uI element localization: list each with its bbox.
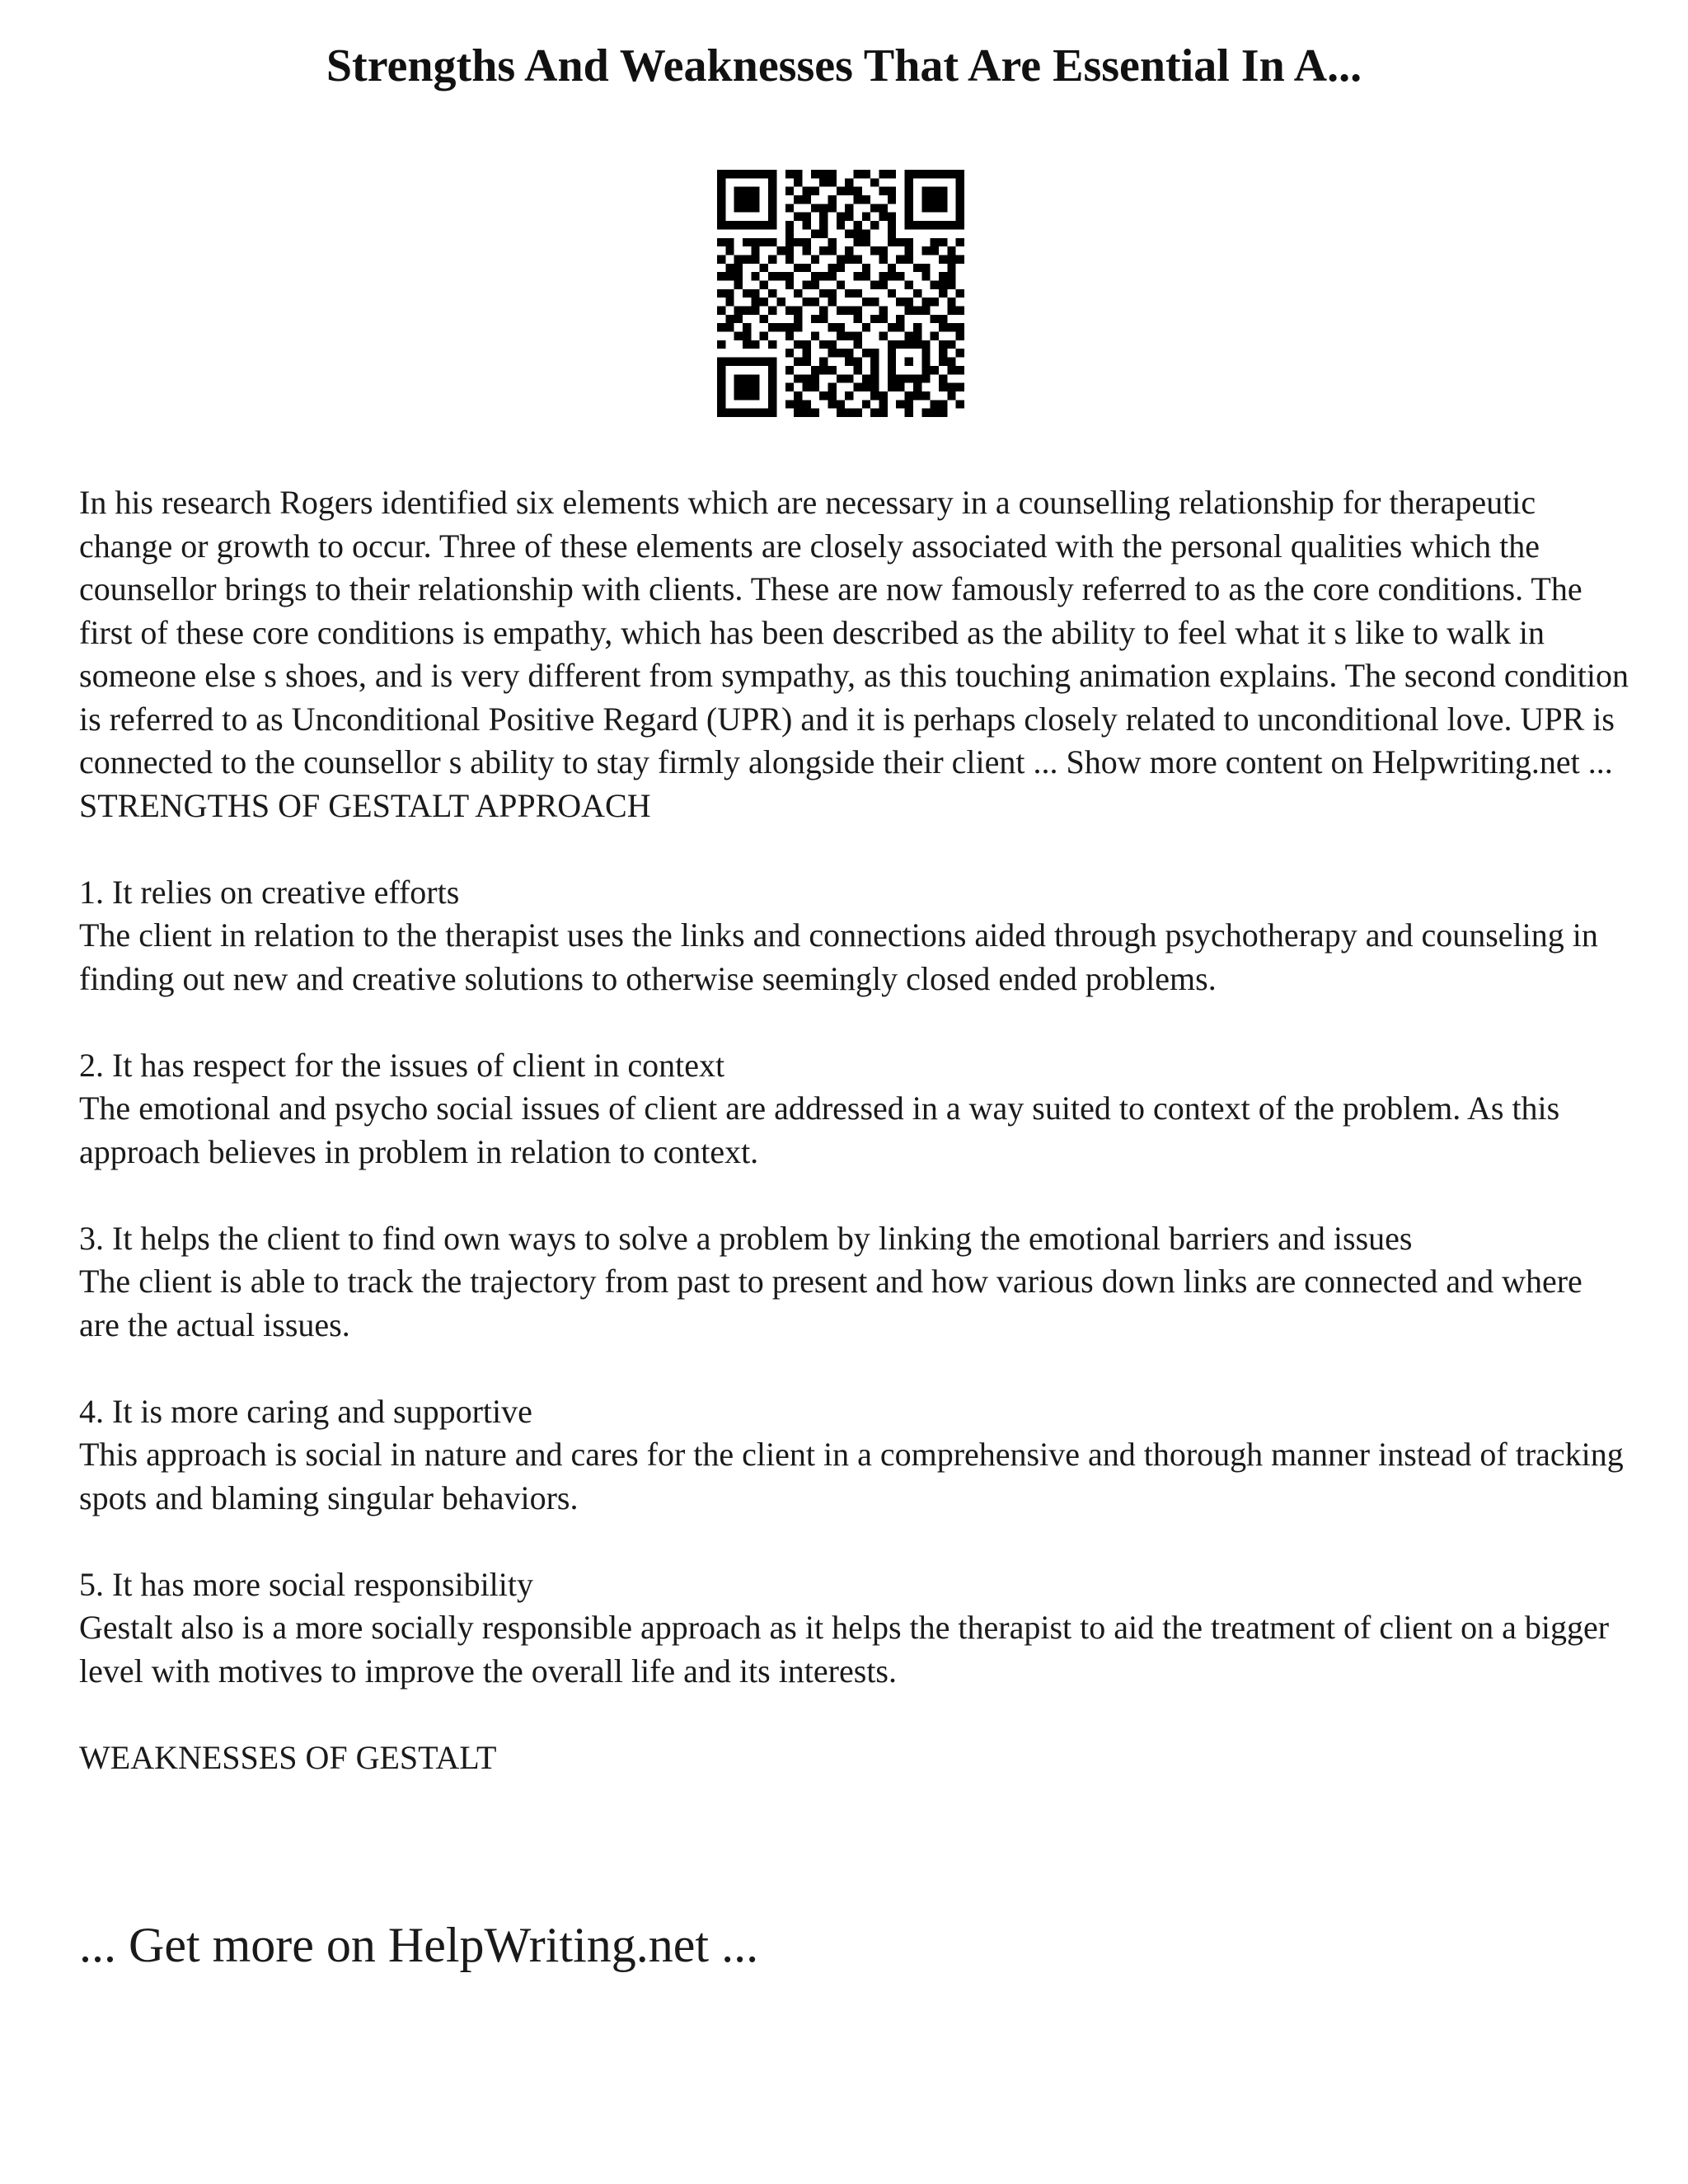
document-title: Strengths And Weaknesses That Are Essential In A... bbox=[326, 40, 1362, 91]
promo-link[interactable]: ... Get more on HelpWriting.net ... bbox=[79, 1918, 759, 1972]
document-body bbox=[79, 481, 1629, 1779]
strength-item-text: Gestalt also is a more socially responsible approach as it helps the therapist to aid the treatment of client on a bigger level with motives to improve the overall life and its interests. bbox=[79, 1609, 1610, 1690]
qr-code-icon bbox=[717, 170, 964, 417]
weaknesses-heading: WEAKNESSES OF GESTALT bbox=[79, 1738, 497, 1776]
strengths-heading: STRENGTHS OF GESTALT APPROACH bbox=[79, 786, 651, 824]
paragraph-gap bbox=[79, 827, 1629, 871]
strength-item-text: The emotional and psycho social issues of client are addressed in a way suited to context of the problem. As this approach believes in problem in relation to context. bbox=[79, 1090, 1560, 1170]
strength-item-heading: 1. It relies on creative efforts bbox=[79, 873, 460, 911]
strength-item-text: The client in relation to the therapist uses the links and connections aided through psychotherapy and counseling in finding out new and creative solutions to otherwise seemingly closed ended problems. bbox=[79, 916, 1598, 997]
paragraph-gap bbox=[79, 1693, 1629, 1736]
strength-item-heading: 4. It is more caring and supportive bbox=[79, 1392, 532, 1430]
strength-item-text: This approach is social in nature and cares for the client in a comprehensive and thorough manner instead of tracking spots and blaming singular behaviors. bbox=[79, 1436, 1624, 1516]
strength-item-text: The client is able to track the trajectory from past to present and how various down links are connected and where are the actual issues. bbox=[79, 1263, 1582, 1343]
paragraph-gap bbox=[79, 1347, 1629, 1390]
intro-paragraph: In his research Rogers identified six elements which are necessary in a counselling relationship for therapeutic change or growth to occur. Three of these elements are closely associated with the personal qualities which the counsellor brings to their relationship with clients. These are now famously referred to as the core conditions. The first of these core conditions is empathy, which has been described as the ability to feel what it s like to walk in someone else s shoes, and is very different from sympathy, as this touching animation explains. The second condition is referred to as Unconditional Positive Regard (UPR) and it is perhaps closely related to unconditional love. UPR is connected to the counsellor s ability to stay firmly alongside their client ... Show more content on Helpwriting.net ... bbox=[79, 484, 1629, 780]
paragraph-gap bbox=[79, 1520, 1629, 1563]
paragraph-gap bbox=[79, 1174, 1629, 1217]
strength-item-heading: 3. It helps the client to find own ways to solve a problem by linking the emotional barriers and issues bbox=[79, 1219, 1413, 1257]
strength-item-heading: 2. It has respect for the issues of client in context bbox=[79, 1046, 725, 1084]
paragraph-gap bbox=[79, 1001, 1629, 1044]
strength-item-heading: 5. It has more social responsibility bbox=[79, 1565, 534, 1603]
